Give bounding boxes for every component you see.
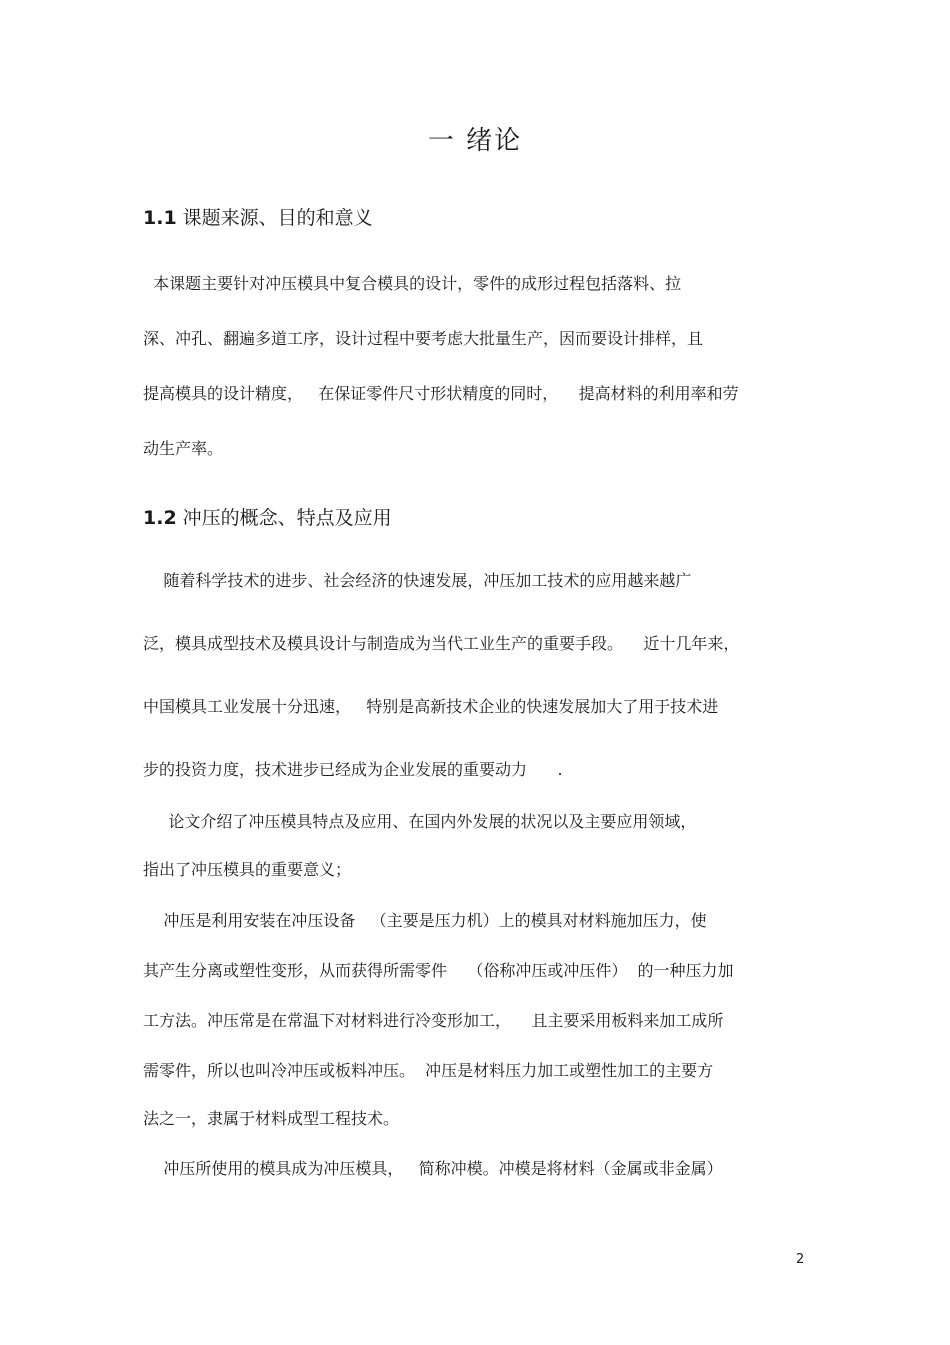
paragraph-line: 中国模具工业发展十分迅速， 特别是高新技术企业的快速发展加大了用于技术进 xyxy=(143,697,719,716)
paragraph-line: 论文介绍了冲压模具特点及应用、在国内外发展的状况以及主要应用领域， xyxy=(143,812,697,831)
paragraph-line: 其产生分离或塑性变形，从而获得所需零件 （俗称冲压或冲压件） 的一种压力加 xyxy=(143,961,734,980)
paragraph-line: 工方法。冲压常是在常温下对材料进行冷变形加工， 且主要采用板料来加工成所 xyxy=(143,1011,724,1030)
section-title: 冲压的概念、特点及应用 xyxy=(182,507,392,529)
paragraph-line: 随着科学技术的进步、社会经济的快速发展，冲压加工技术的应用越来越广 xyxy=(143,571,692,590)
section-number: 1.1 xyxy=(143,207,177,229)
section-number: 1.2 xyxy=(143,507,177,529)
paragraph-line: 动生产率。 xyxy=(143,439,224,458)
paragraph-line: 步的投资力度，技术进步已经成为企业发展的重要动力 . xyxy=(143,760,563,779)
paragraph-line: 深、冲孔、翻遍多道工序，设计过程中要考虑大批量生产，因而要设计排样，且 xyxy=(143,329,704,348)
section-heading-1-2 xyxy=(143,506,392,530)
paragraph-line: 冲压是利用安装在冲压设备 （主要是压力机）上的模具对材料施加压力，使 xyxy=(143,911,707,930)
paragraph-line: 本课题主要针对冲压模具中复合模具的设计，零件的成形过程包括落料、拉 xyxy=(143,274,682,293)
chapter-title: 一 绪论 xyxy=(427,126,523,156)
paragraph-line: 指出了冲压模具的重要意义； xyxy=(143,860,352,879)
paragraph-line: 泛，模具成型技术及模具设计与制造成为当代工业生产的重要手段。 近十几年来， xyxy=(143,634,740,653)
paragraph-line: 冲压所使用的模具成为冲压模具， 简称冲模。冲模是将材料（金属或非金属） xyxy=(143,1159,723,1178)
paragraph-line: 提高模具的设计精度， 在保证零件尺寸形状精度的同时， 提高材料的利用率和劳 xyxy=(143,384,739,403)
paragraph-line: 法之一，隶属于材料成型工程技术。 xyxy=(143,1109,400,1128)
paragraph-line: 需零件，所以也叫冷冲压或板料冲压。 冲压是材料压力加工或塑性加工的主要方 xyxy=(143,1061,714,1080)
section-title: 课题来源、目的和意义 xyxy=(182,207,373,229)
page-number: 2 xyxy=(796,1252,805,1267)
section-heading-1-1 xyxy=(143,206,373,230)
